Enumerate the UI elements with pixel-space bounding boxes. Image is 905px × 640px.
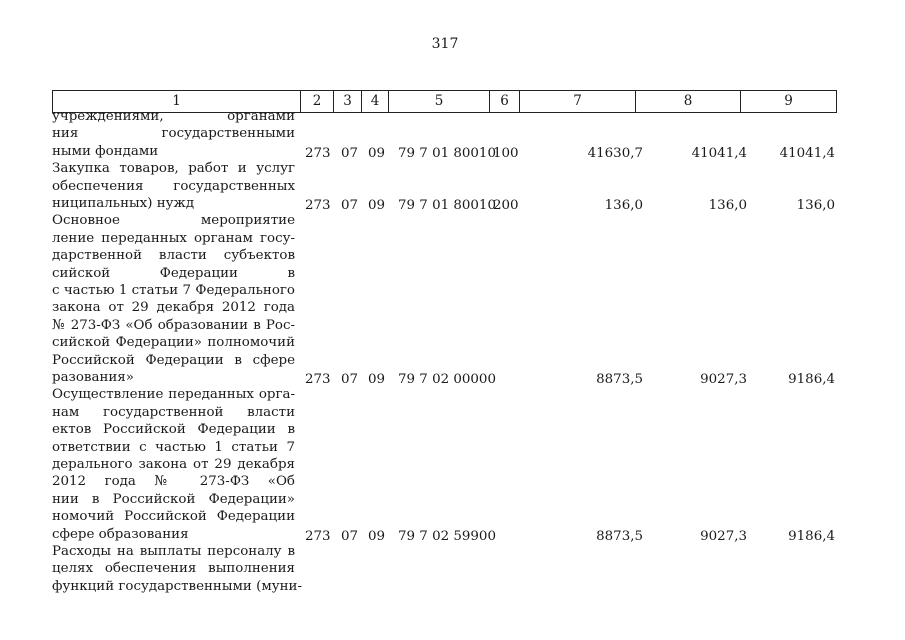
text-line: номочий Российской Федерации — [52, 509, 295, 525]
cell-c2: 273 — [305, 198, 331, 213]
text-line: ниципальных) нужд — [52, 196, 195, 211]
cell-c4: 09 — [368, 145, 386, 161]
cell-c2: 273 — [305, 528, 331, 544]
text-line: сийской Федерации» полномочий — [52, 335, 295, 351]
cell-c5: 79 7 01 80010 — [398, 198, 496, 213]
text-line: закона от 29 декабря 2012 года — [52, 300, 295, 316]
text-line: ния государственными — [52, 126, 295, 142]
cell-c4: 09 — [368, 528, 386, 544]
text-line: Основное мероприятие — [52, 213, 295, 229]
text-line: сфере образования — [52, 526, 189, 542]
text-line: Расходы на выплаты персоналу в — [52, 544, 295, 559]
text-line: Закупка товаров, работ и услуг — [52, 161, 295, 177]
cell-c9: 9186,4 — [788, 372, 835, 387]
cell-c9: 41041,4 — [779, 145, 835, 161]
cell-c8: 9027,3 — [700, 528, 747, 544]
cell-c4: 09 — [368, 198, 386, 213]
cell-c5: 79 7 01 80010 — [398, 145, 496, 161]
cell-c9: 9186,4 — [788, 528, 835, 544]
text-line: нии в Российской Федерации» — [52, 491, 295, 507]
text-line: функций государственными (муни- — [52, 578, 302, 594]
cell-c7: 136,0 — [604, 198, 643, 213]
cell-c8: 9027,3 — [700, 372, 747, 387]
text-line: разования» — [52, 370, 134, 385]
header-col-1: 1 — [53, 91, 301, 112]
header-col-8: 8 — [636, 91, 741, 112]
cell-c7: 41630,7 — [587, 145, 643, 161]
text-line: учреждениями, органами — [52, 109, 295, 124]
header-col-2: 2 — [301, 91, 334, 112]
cell-c3: 07 — [341, 372, 359, 387]
cell-c5: 79 7 02 59900 — [398, 528, 496, 544]
text-line: сийской Федерации в — [52, 265, 295, 281]
header-col-9: 9 — [784, 93, 793, 109]
header-col-3: 3 — [334, 91, 362, 112]
text-line: ление переданных органам госу- — [52, 230, 295, 246]
text-line: ными фондами — [52, 143, 159, 159]
page-number: 317 — [431, 36, 459, 52]
cell-c9: 136,0 — [796, 198, 835, 213]
cell-c7: 8873,5 — [596, 372, 643, 387]
cell-c3: 07 — [341, 198, 359, 213]
cell-c2: 273 — [305, 145, 331, 161]
text-line: обеспечения государственных — [52, 178, 295, 194]
text-line: дерального закона от 29 декабря — [52, 457, 295, 472]
header-col-5: 5 — [389, 91, 490, 112]
cell-c2: 273 — [305, 372, 331, 387]
text-line: с частью 1 статьи 7 Федерального — [52, 283, 295, 298]
cell-c3: 07 — [341, 145, 359, 161]
text-line: ектов Российской Федерации в — [52, 422, 295, 438]
header-col-4: 4 — [362, 91, 389, 112]
text-line: Российской Федерации в сфере — [52, 352, 295, 368]
cell-c8: 136,0 — [708, 198, 747, 213]
text-line: дарственной власти субъектов — [52, 248, 295, 264]
header-col-6: 6 — [490, 91, 520, 112]
cell-c6: 200 — [493, 198, 519, 213]
text-line: ответствии с частью 1 статьи 7 — [52, 439, 295, 455]
header-col-7: 7 — [520, 91, 636, 112]
cell-c4: 09 — [368, 372, 386, 387]
text-line: целях обеспечения выполнения — [52, 561, 295, 577]
text-line: нам государственной власти — [52, 404, 295, 420]
cell-c3: 07 — [341, 528, 359, 544]
text-line: Осуществление переданных орга- — [52, 387, 295, 403]
cell-c5: 79 7 02 00000 — [398, 372, 496, 387]
cell-c6: 100 — [493, 145, 519, 161]
cell-c8: 41041,4 — [691, 145, 747, 161]
text-line: 2012 года № 273-ФЗ «Об — [52, 474, 295, 490]
text-line: № 273-ФЗ «Об образовании в Рос- — [52, 317, 295, 333]
cell-c7: 8873,5 — [596, 528, 643, 544]
